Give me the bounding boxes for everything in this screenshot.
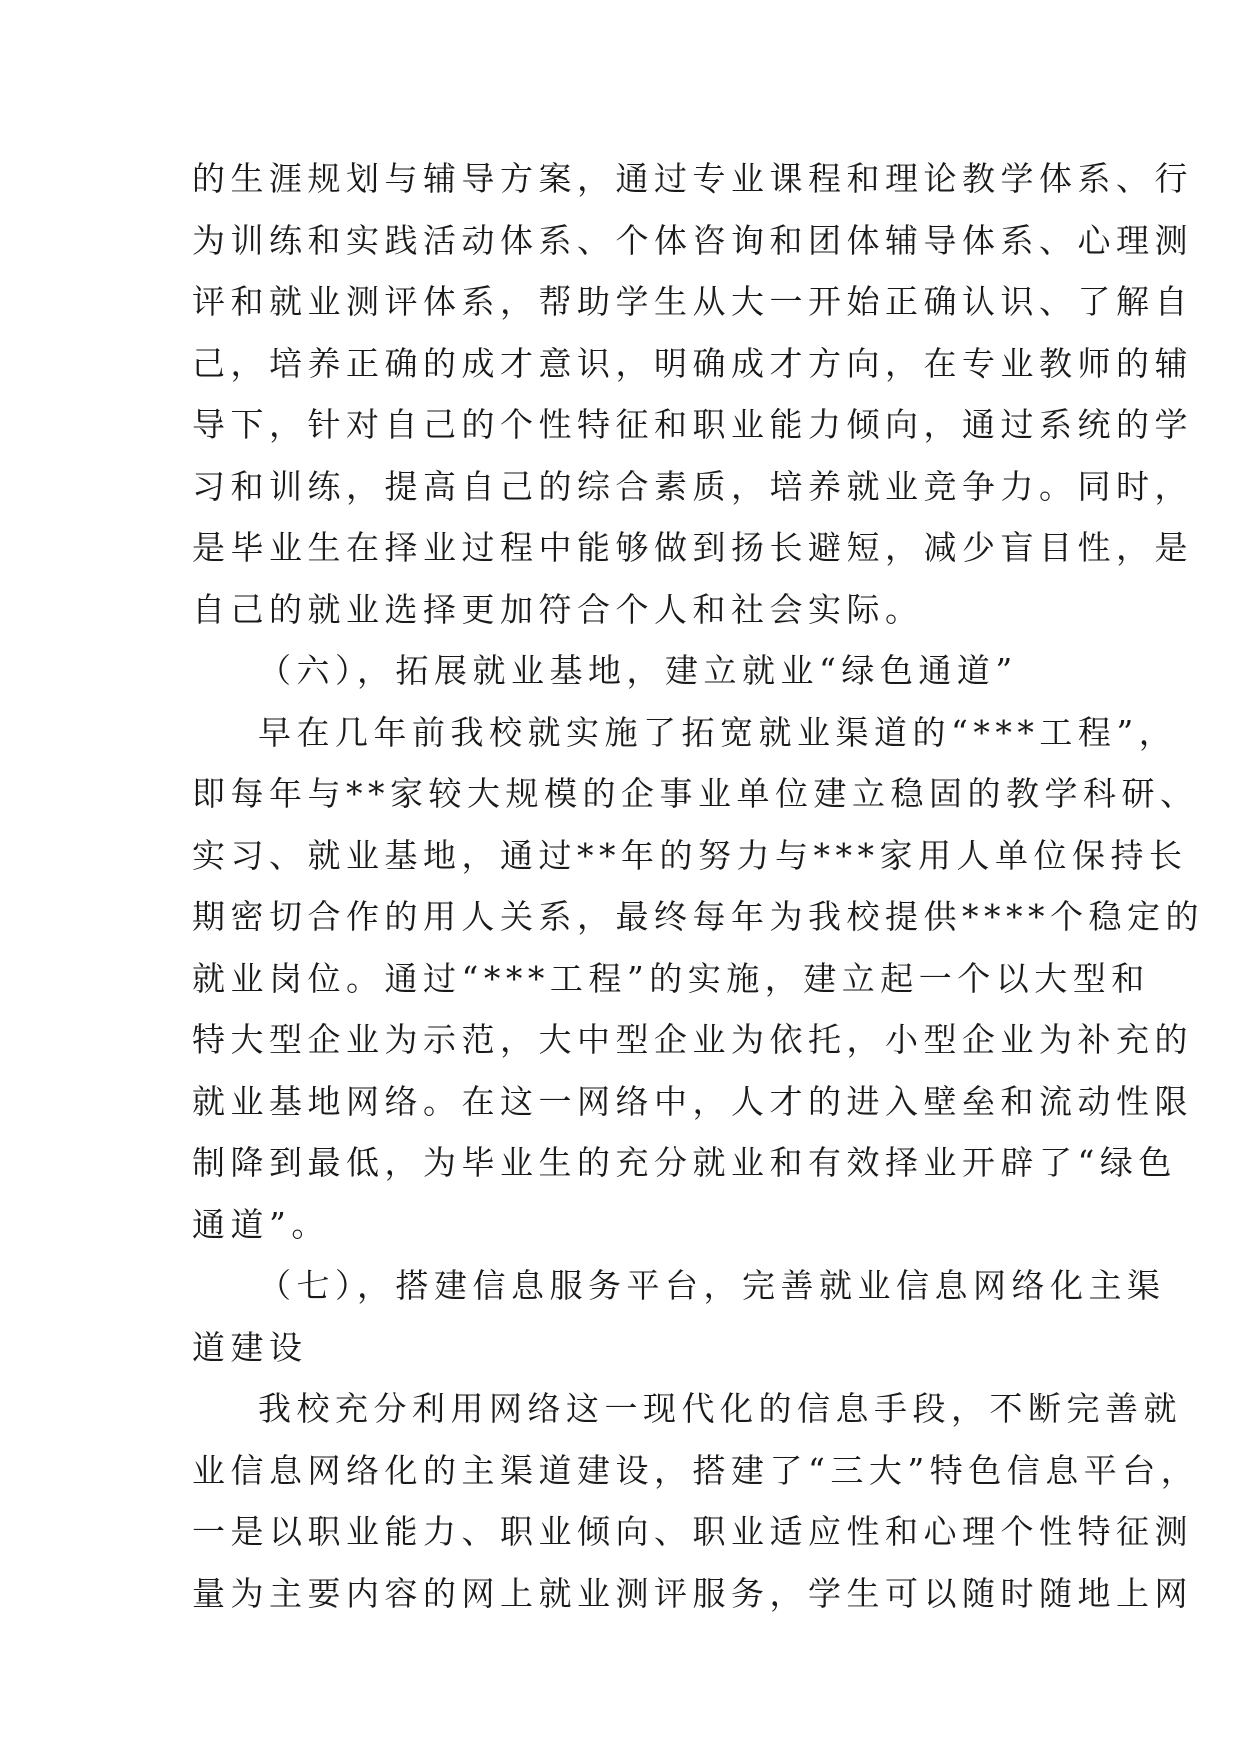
text-line: 为训练和实践活动体系、个体咨询和团体辅导体系、心理测 [192,220,1193,260]
text-line: 自己的就业选择更加符合个人和社会实际。 [192,589,924,629]
section-heading-6: （六），拓展就业基地，建立就业“绿色通道” [258,651,1018,690]
paragraph-start: 早在几年前我校就实施了拓宽就业渠道的“***工程”， [258,712,1178,752]
text-line: 特大型企业为示范，大中型企业为依托，小型企业为补充的 [192,1020,1193,1059]
text-line: 业信息网络化的主渠道建设，搭建了“三大”特色信息平台， [192,1450,1200,1490]
text-line: 习和训练，提高自己的综合素质，培养就业竞争力。同时， [192,466,1193,506]
text-line: 评和就业测评体系，帮助学生从大一开始正确认识、了解自 [192,282,1193,321]
text-line: 就业基地网络。在这一网络中，人才的进入壁垒和流动性限 [192,1081,1193,1121]
document-body [192,148,1204,1624]
text-line: 导下，针对自己的个性特征和职业能力倾向，通过系统的学 [192,405,1193,444]
text-line: 己，培养正确的成才意识，明确成才方向，在专业教师的辅 [192,343,1193,383]
text-line: 即每年与**家较大规模的企事业单位建立稳固的教学科研、 [192,774,1199,813]
text-line: 就业岗位。通过“***工程”的实施，建立起一个以大型和 [192,958,1150,998]
section-heading-7: （七），搭建信息服务平台，完善就业信息网络化主渠 [258,1266,1166,1305]
text-line: 是毕业生在择业过程中能够做到扬长避短，减少盲目性，是 [192,528,1193,567]
text-line: 的生涯规划与辅导方案，通过专业课程和理论教学体系、行 [192,159,1193,198]
section-heading-7-cont: 道建设 [192,1327,308,1367]
text-line: 制降到最低，为毕业生的充分就业和有效择业开辟了“绿色 [192,1143,1177,1182]
text-line: 实习、就业基地，通过**年的努力与***家用人单位保持长 [192,835,1188,875]
paragraph-start: 我校充分利用网络这一现代化的信息手段，不断完善就 [258,1389,1182,1428]
text-line: 一是以职业能力、职业倾向、职业适应性和心理个性特征测 [192,1512,1193,1551]
text-line: 量为主要内容的网上就业测评服务，学生可以随时随地上网 [192,1573,1193,1613]
text-line: 期密切合作的用人关系，最终每年为我校提供****个稳定的 [192,897,1204,936]
text-line: 通道”。 [192,1204,330,1244]
